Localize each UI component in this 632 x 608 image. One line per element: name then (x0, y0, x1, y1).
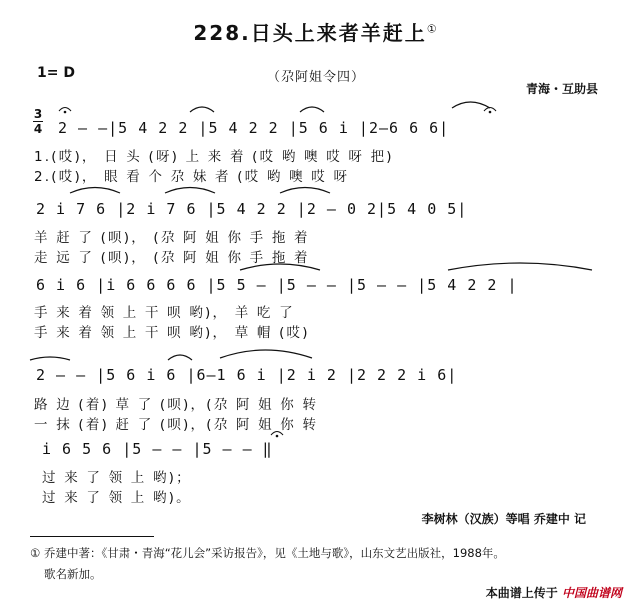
lyric-row-5-verse-1: 过 来 了 领 上 哟)； (42, 470, 192, 486)
footnote-divider (30, 536, 154, 537)
credits: 李树林（汉族）等唱 乔建中 记 (421, 512, 586, 526)
fermata-arc (484, 108, 496, 112)
fermata-dot (64, 111, 67, 114)
slur-mark (190, 107, 214, 112)
upload-text: 本曲谱上传于 (485, 586, 558, 600)
notation-row-2: 2 i 7 6 |2 i 7 6 |5 4 2 2 |2 — 0 2|5 4 0 5| (36, 200, 468, 218)
slur-mark (30, 357, 70, 360)
slur-mark (280, 188, 330, 194)
page-title: 228.日头上来者羊赶上① (193, 21, 439, 45)
region-label: 青海・互助县 (525, 82, 598, 96)
key-signature: 1= D (37, 65, 75, 81)
notation-row-5: i 6 5 6 |5 — — |5 — — ‖ (42, 440, 273, 458)
fermata-dot (276, 435, 279, 438)
slur-mark (240, 264, 320, 270)
lyric-row-2-verse-1: 羊 赶 了 (呗)， (尕 阿 姐 你 手 拖 着 (34, 230, 310, 246)
subtitle: （尕阿姐令四） (266, 70, 365, 85)
time-signature: 3 4 (33, 107, 43, 136)
notation-row-3: 6 i 6 |i 6 6 6 6 |5 5 — |5 — — |5 — — |5 4 2 2 | (36, 276, 518, 294)
footnote-line-1: ① 乔建中著：《甘肃・青海“花儿会”采访报告》，见《土地与歌》，山东文艺出版社，1988年。 (30, 546, 505, 560)
lyric-row-3-verse-1: 手 来 着 领 上 干 呗 哟)， 羊 吃 了 (34, 305, 295, 321)
notation-row-4: 2 — — |5 6 i 6 |6—1 6 i |2 i 2 |2 2 2 i 6| (36, 366, 458, 384)
footnote-line-2: 歌名新加。 (44, 567, 102, 581)
lyric-row-2-verse-2: 走 远 了 (呗)， (尕 阿 姐 你 手 拖 着 (34, 250, 310, 266)
fermata-arc (59, 108, 71, 112)
slur-mark (165, 188, 215, 194)
slur-mark (448, 263, 592, 270)
fermata-arc (271, 432, 283, 436)
notation-row-1: 2 — —|5 4 2 2 |5 4 2 2 |5 6 i |2—6 6 6| (58, 119, 450, 137)
fermata-dot (489, 111, 492, 114)
slur-mark (300, 107, 324, 112)
slur-mark (168, 355, 192, 360)
lyric-row-1-verse-1: 1.(哎)， 日 头 (呀) 上 来 着 (哎 哟 噢 哎 呀 把) (34, 149, 394, 165)
upload-note (486, 584, 622, 601)
lyric-row-1-verse-2: 2.(哎)， 眼 看 个 尕 妹 者 (哎 哟 噢 哎 呀 (34, 169, 350, 185)
slur-mark (70, 188, 120, 194)
lyric-row-3-verse-2: 手 来 着 领 上 干 呗 哟)， 草 帽 (哎) (34, 325, 310, 341)
lyric-row-5-verse-2: 过 来 了 领 上 哟)。 (42, 490, 192, 506)
lyric-row-4-verse-1: 路 边 (着) 草 了 (呗)，(尕 阿 姐 你 转 (34, 397, 319, 413)
slur-mark (220, 350, 312, 358)
slur-mark (452, 102, 490, 108)
lyric-row-4-verse-2: 一 抹 (着) 赶 了 (呗)，(尕 阿 姐 你 转 (34, 417, 319, 433)
footnote-mark: ① (426, 22, 439, 36)
site-logo[interactable]: 中国曲谱网 (561, 586, 622, 600)
